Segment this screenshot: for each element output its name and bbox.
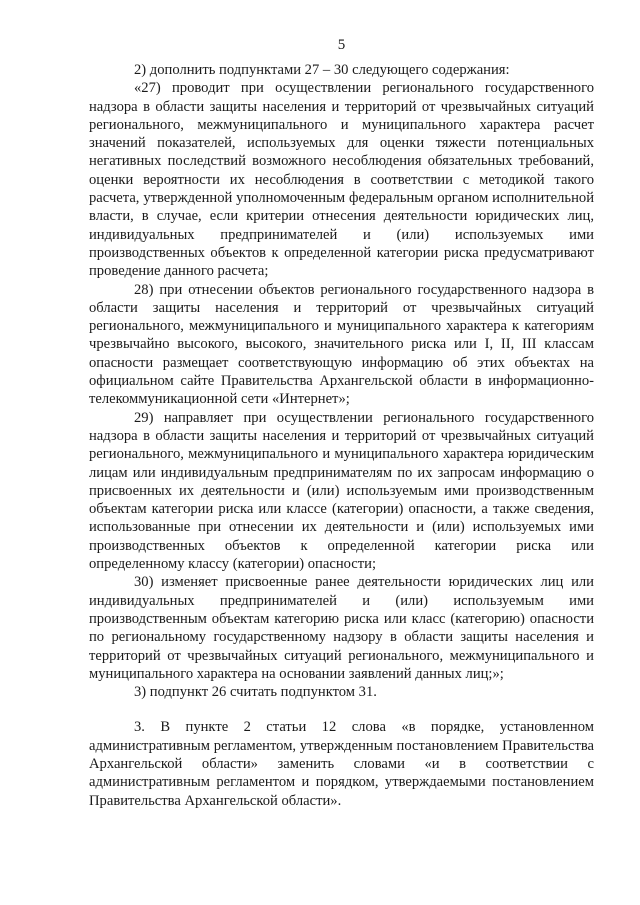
paragraph-item-3: 3. В пункте 2 статьи 12 слова «в порядке, установленном административным регламентом, утвержденным постановлением Правительства Архангельской области» заменить словами «и в соответствии с административным регламентом и порядком, утверждаемыми постановлением Правительства Архангельской области». — [89, 719, 594, 809]
paragraph-subitem-27: «27) проводит при осуществлении регионального государственного надзора в области защиты населения и территорий от чрезвычайных ситуаций регионального, межмуниципального и муниципального характера расчет значений показателей, используемых для оценки тяжести потенциальных негативных последствий возможного несоблюдения обязательных требований, оценки вероятности их несоблюдения в соответствии с методикой такого расчета, утвержденной уполномоченным федеральным органом исполнительной власти, в случае, если критерии отнесения деятельности юридических лиц, индивидуальных предпринимателей и (или) используемых ими производственных объектов к определенной категории риска предусматривают проведение данного расчета; — [89, 80, 594, 280]
document-body — [89, 61, 594, 810]
paragraph-subitem-28: 28) при отнесении объектов регионального государственного надзора в области защиты населения и территорий от чрезвычайных ситуаций регионального, межмуниципального и муниципального характера к категориям чрезвычайно высокого, высокого, значительного риска или I, II, III классам опасности размещает соответствующую информацию об этих объектах на официальном сайте Правительства Архангельской области в информационно-телекоммуникационной сети «Интернет»; — [89, 281, 594, 408]
paragraph-renumber: 3) подпункт 26 считать подпунктом 31. — [134, 684, 377, 701]
paragraph-subitem-30: 30) изменяет присвоенные ранее деятельности юридических лиц или индивидуальных предпринимателей и (или) используемым ими производственным объектам категорию риска или класс (категорию) опасности по региональному государственному надзору в области защиты населения и территорий от чрезвычайных ситуаций регионального, межмуниципального и муниципального характера на основании заявлений данных лиц;»; — [89, 574, 594, 682]
paragraph-amendment-intro: 2) дополнить подпунктами 27 – 30 следующего содержания: — [134, 62, 510, 78]
paragraph-subitem-29: 29) направляет при осуществлении регионального государственного надзора в области защиты населения и территорий от чрезвычайных ситуаций регионального, межмуниципального и муниципального характера юридическим лицам или индивидуальным предпринимателям по их запросам информацию о присвоенных их деятельности и (или) используемым ими производственным объектам категории риска или классе (категории) опасности, а также сведения, использованные при отнесении их деятельности и (или) используемых ими производственных объектов к определенной категории риска или определенному классу (категории) опасности; — [89, 409, 594, 573]
page-number: 5 — [337, 37, 346, 53]
